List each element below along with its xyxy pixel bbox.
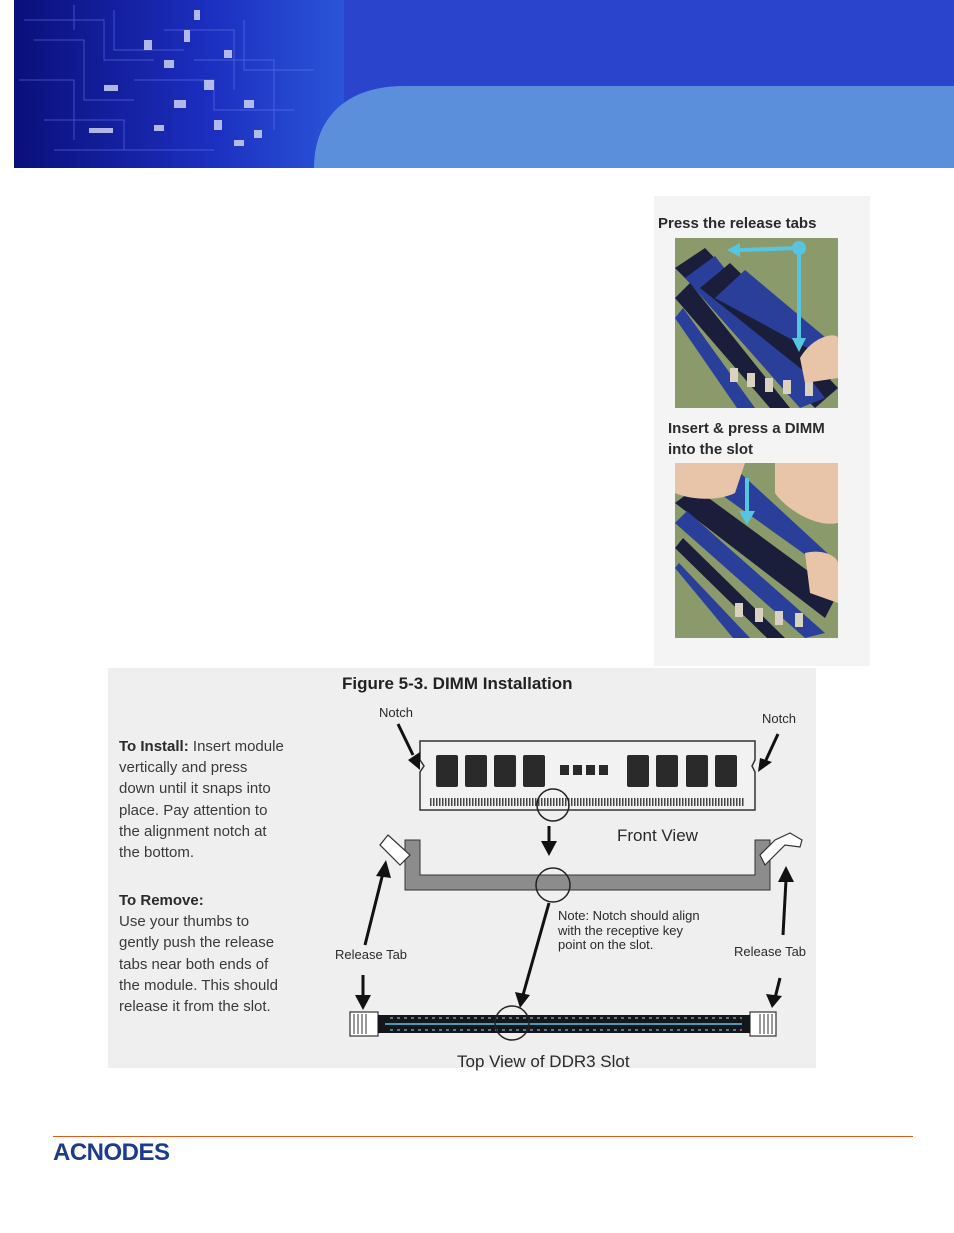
release-tabs-caption: Press the release tabs: [658, 215, 817, 232]
dimm-slot-side: [380, 833, 802, 890]
release-tab-left-label: Release Tab: [335, 947, 408, 962]
release-tabs-photo: [675, 238, 838, 408]
dimm-module-front: [420, 741, 755, 810]
dimm-diagram: [330, 700, 810, 1065]
front-view-label: Front View: [617, 826, 698, 845]
acnodes-logo: [53, 1138, 213, 1164]
insert-caption-line2: into the slot: [668, 441, 753, 458]
release-tab-right-label: Release Tab: [734, 944, 807, 959]
insert-dimm-photo: [675, 463, 838, 638]
note-line: with the receptive key: [558, 922, 684, 938]
notch-note: [558, 909, 718, 953]
footer-divider: [53, 1136, 913, 1137]
install-heading: To Install:: [119, 738, 189, 755]
header-banner: [14, 0, 954, 168]
install-line: the bottom.: [119, 844, 195, 862]
note-line: Note: Notch should align: [558, 908, 700, 923]
dimm-slot-top: [350, 1012, 776, 1036]
install-text-first: Insert module: [188, 738, 284, 755]
figure-title: Figure 5-3. DIMM Installation: [342, 674, 573, 693]
remove-instructions: [119, 890, 309, 1017]
install-line: place. Pay attention to: [119, 801, 268, 819]
install-line: down until it snaps into: [119, 780, 271, 798]
remove-line: Use your thumbs to: [119, 913, 250, 931]
header-graphic: [14, 0, 954, 168]
logo-text: ACNODES: [53, 1139, 170, 1164]
install-line: the alignment notch at: [119, 822, 267, 840]
notch-left-label: Notch: [379, 705, 413, 720]
notch-right-label: Notch: [762, 711, 796, 726]
remove-heading: To Remove:: [119, 892, 204, 909]
remove-line: the module. This should: [119, 976, 278, 994]
insert-caption-line1: Insert & press a DIMM: [668, 420, 825, 437]
install-line: vertically and press: [119, 759, 248, 777]
note-line: point on the slot.: [558, 937, 654, 952]
top-view-label: Top View of DDR3 Slot: [457, 1052, 630, 1071]
remove-line: gently push the release: [119, 934, 275, 952]
remove-line: tabs near both ends of: [119, 955, 269, 973]
remove-line: release it from the slot.: [119, 998, 271, 1016]
install-instructions: [119, 736, 309, 863]
